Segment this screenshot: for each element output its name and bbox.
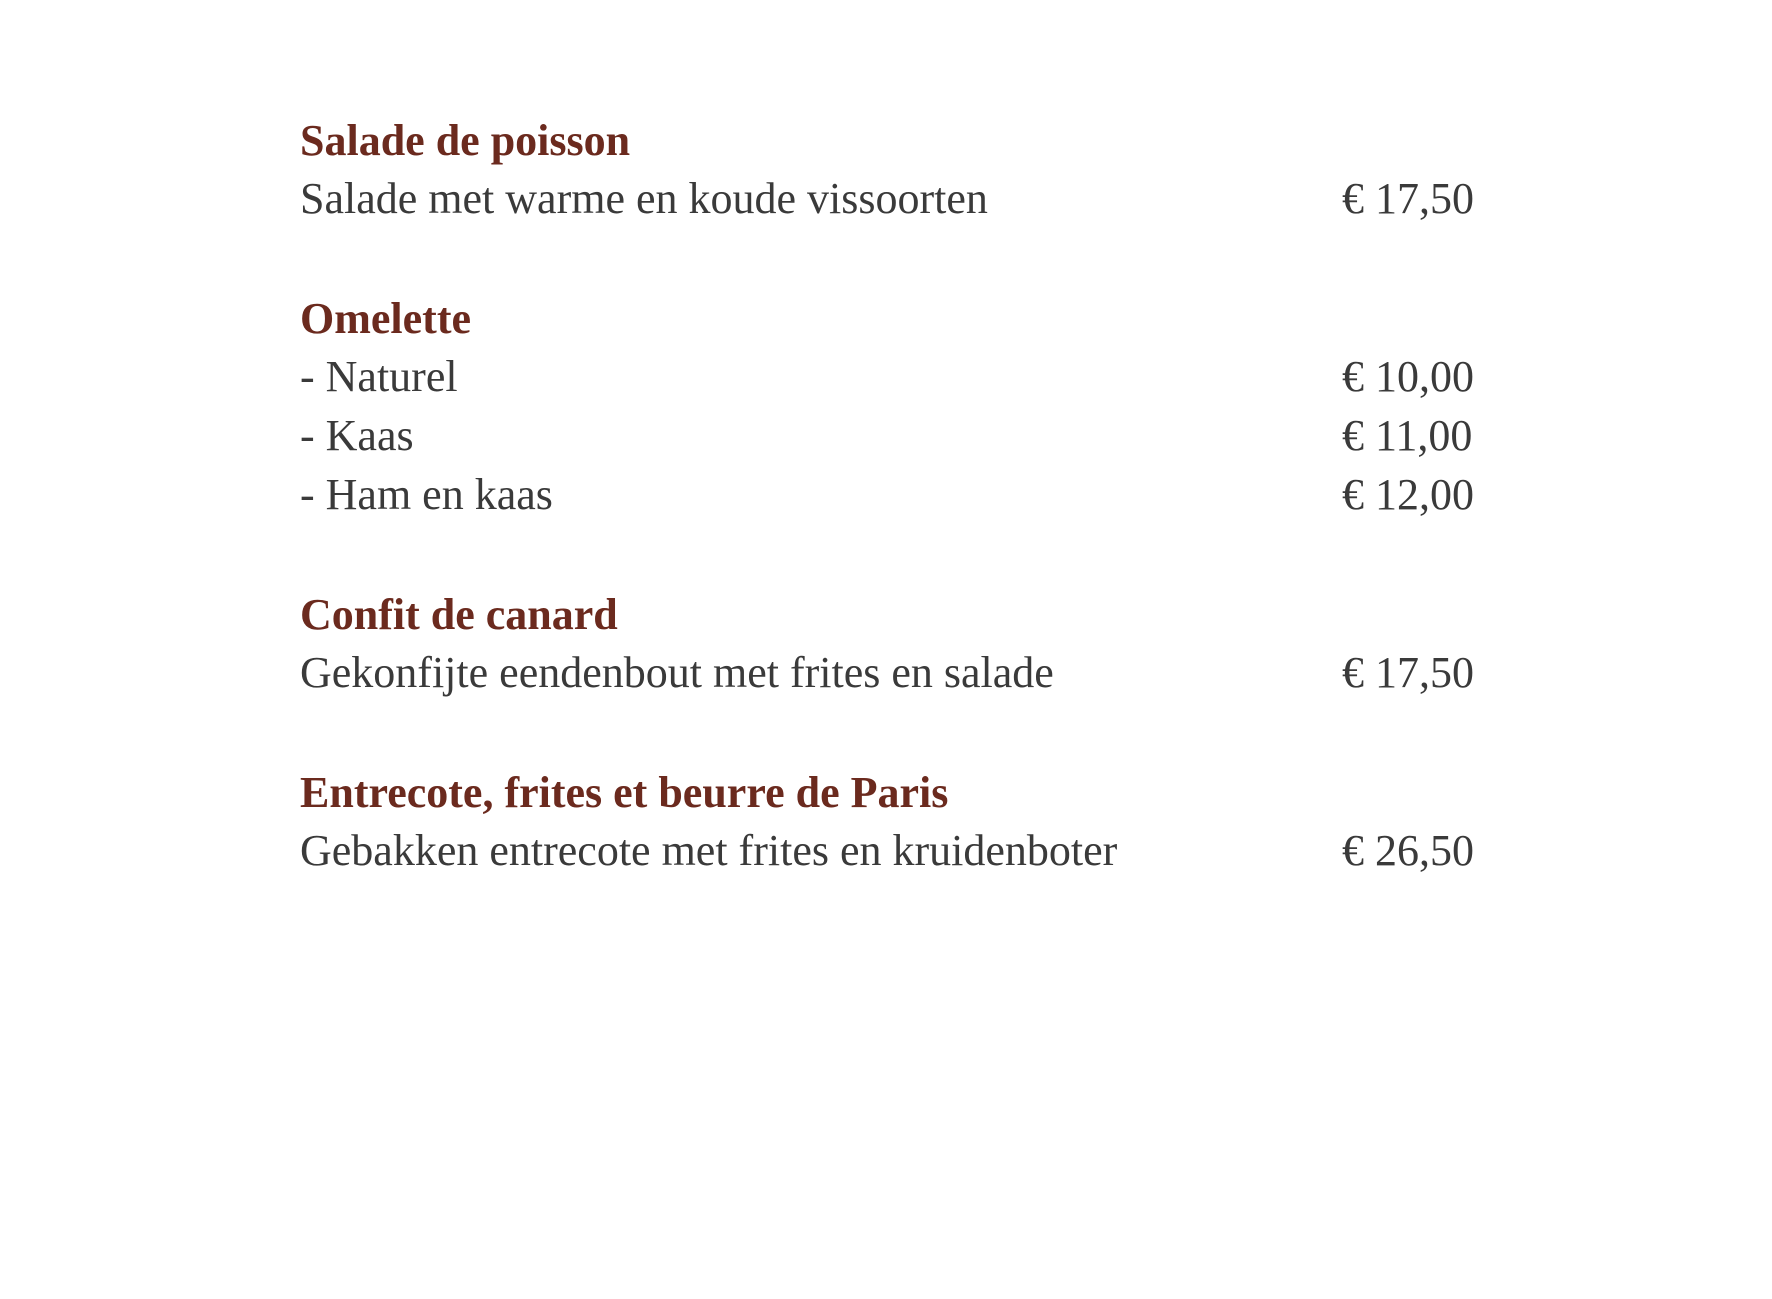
dish-price: € 26,50 [1342, 826, 1474, 875]
menu-line [300, 406, 1482, 465]
dish-price: € 17,50 [1342, 174, 1474, 223]
dish-variant: - Kaas [300, 411, 414, 460]
menu-line [300, 643, 1482, 702]
dish-variant: - Ham en kaas [300, 470, 553, 519]
dish-price: € 11,00 [1342, 411, 1473, 460]
menu-section-confit-de-canard [300, 586, 1482, 702]
menu-page [300, 112, 1482, 942]
menu-line [300, 169, 1482, 228]
dish-title: Confit de canard [300, 590, 618, 639]
dish-title: Omelette [300, 294, 471, 343]
dish-variant: - Naturel [300, 352, 458, 401]
dish-price: € 17,50 [1342, 648, 1474, 697]
dish-price: € 12,00 [1342, 470, 1474, 519]
menu-line [300, 347, 1482, 406]
menu-section-entrecote [300, 764, 1482, 880]
menu-line [300, 821, 1482, 880]
menu-line [300, 465, 1482, 524]
dish-description: Gebakken entrecote met frites en kruidenboter [300, 826, 1118, 875]
dish-description: Gekonfijte eendenbout met frites en salade [300, 648, 1054, 697]
dish-title: Entrecote, frites et beurre de Paris [300, 768, 949, 817]
menu-section-salade-de-poisson [300, 112, 1482, 228]
dish-title: Salade de poisson [300, 116, 631, 165]
dish-price: € 10,00 [1342, 352, 1474, 401]
dish-description: Salade met warme en koude vissoorten [300, 174, 988, 223]
menu-section-omelette [300, 290, 1482, 524]
